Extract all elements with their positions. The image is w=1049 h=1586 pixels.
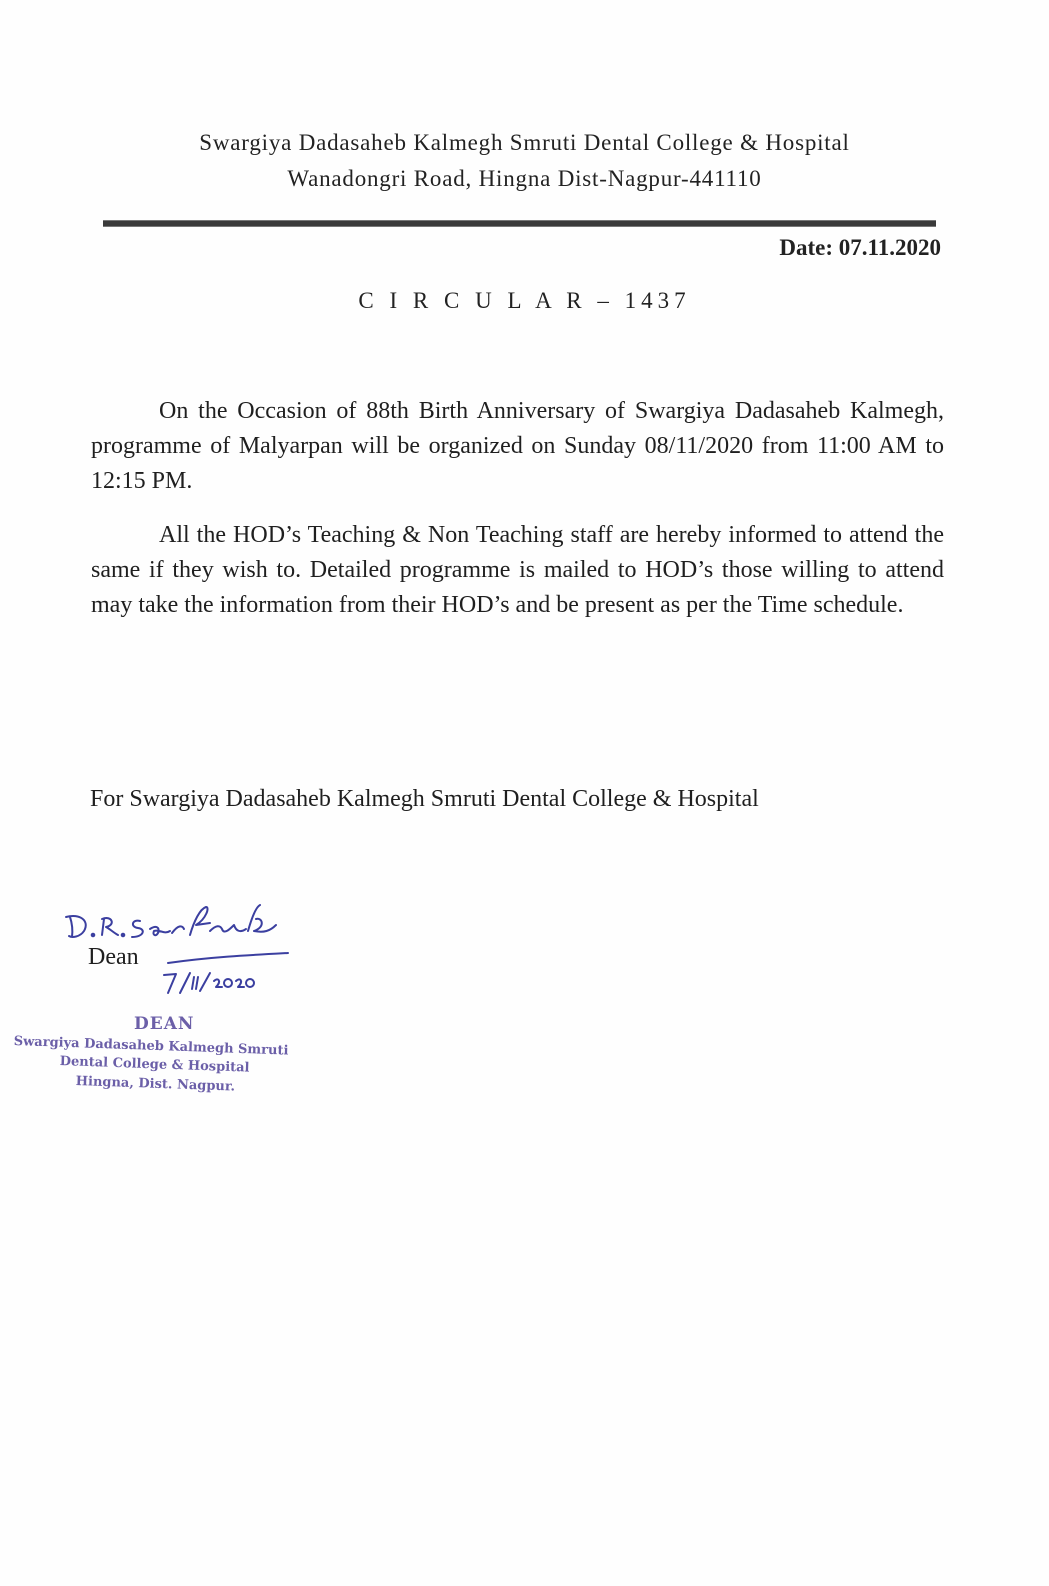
body-paragraph-1: On the Occasion of 88th Birth Anniversary of Swargiya Dadasaheb Kalmegh, programme of Malyarpan will be organized on Sunday 08/11/2020 from 11:00 AM to 12:15 PM. xyxy=(91,398,944,494)
stamp-line-2: Dental College & Hospital xyxy=(59,1054,250,1076)
institution-address: Wanadongri Road, Hingna Dist-Nagpur-441110 xyxy=(287,166,762,191)
body-paragraph-2: All the HOD’s Teaching & Non Teaching staff are hereby informed to attend the same if they wish to. Detailed programme is mailed to HOD’s those willing to attend may take the information from their HOD’s and be present as per the Time schedule. xyxy=(91,522,944,618)
closing-for-line: For Swargiya Dadasaheb Kalmegh Smruti Dental College & Hospital xyxy=(90,786,759,812)
stamp-line-3: Hingna, Dist. Nagpur. xyxy=(75,1074,236,1095)
official-stamp xyxy=(10,970,320,1110)
stamp-line-1: Swargiya Dadasaheb Kalmegh Smruti xyxy=(13,1034,289,1059)
circular-date: Date: 07.11.2020 xyxy=(779,235,941,260)
institution-name: Swargiya Dadasaheb Kalmegh Smruti Dental College & Hospital xyxy=(199,130,850,155)
signatory-designation: Dean xyxy=(88,944,139,970)
header-divider xyxy=(103,220,936,227)
circular-title: C I R C U L A R – 1437 xyxy=(358,288,691,313)
stamp-title: DEAN xyxy=(134,1014,195,1034)
